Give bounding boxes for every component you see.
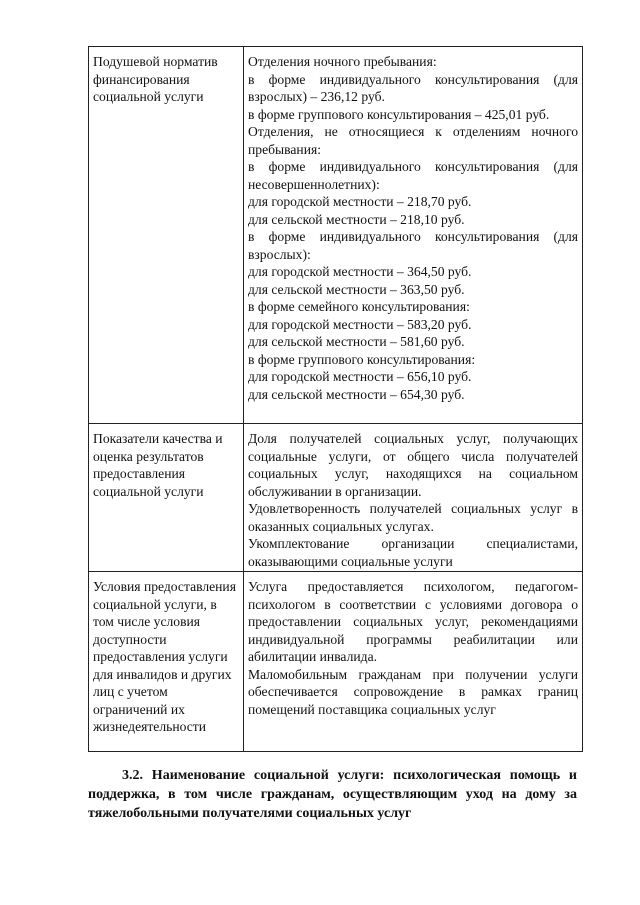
financing-line: для городской местности – 364,50 руб.	[248, 264, 472, 279]
table-row-quality	[89, 424, 583, 572]
row-content-financing	[244, 47, 583, 424]
financing-line: для городской местности – 218,70 руб.	[248, 194, 472, 209]
financing-line: для сельской местности – 654,30 руб.	[248, 386, 465, 402]
table-row-conditions	[89, 572, 583, 752]
section-heading: 3.2. Наименование социальной услуги: психологическая помощь и поддержка, в том числе гражданам, осуществляющим уход на дому за тяжелобольными получателями социальных услуг	[88, 768, 577, 821]
financing-line: в форме индивидуального консультирования (для несовершеннолетних):	[248, 159, 578, 192]
row-content-conditions	[244, 572, 583, 752]
service-table	[88, 46, 583, 752]
financing-line: для сельской местности – 581,60 руб.	[248, 334, 465, 349]
financing-line: для сельской местности – 363,50 руб.	[248, 281, 465, 297]
quality-indicator: Доля получателей социальных услуг, получающих социальные услуги, от общего числа получателей социальных услуг, находящихся на социальном обслуживании в организации.	[248, 431, 578, 499]
financing-line: Отделения ночного пребывания:	[248, 54, 437, 69]
financing-line: в форме индивидуального консультирования (для взрослых) – 236,12 руб.	[248, 71, 578, 104]
conditions-paragraph: Услуга предоставляется психологом, педагогом-психологом в соответствии с условиями договора о предоставлении социальных услуг, рекомендациями индивидуальной программы реабилитации или абилитации инвалида.	[248, 579, 578, 664]
row-label-financing: Подушевой норматив финансирования социальной услуги	[89, 47, 244, 424]
conditions-paragraph: Маломобильным гражданам при получении услуги обеспечивается сопровождение в рамках границ помещений поставщика социальных услуг	[248, 666, 578, 717]
financing-line: для городской местности – 583,20 руб.	[248, 316, 472, 332]
financing-line: для городской местности – 656,10 руб.	[248, 369, 472, 384]
row-label-quality: Показатели качества и оценка результатов предоставления социальной услуги	[89, 424, 244, 572]
quality-indicator: Укомплектование организации специалистами, оказывающими социальные услуги	[248, 536, 578, 569]
table-row-financing	[89, 47, 583, 424]
financing-line: для сельской местности – 218,10 руб.	[248, 211, 465, 227]
row-label-conditions: Условия предоставления социальной услуги, в том числе условия доступности предоставления услуги для инвалидов и других лиц с учетом ограничений их жизнедеятельности	[89, 572, 244, 752]
quality-indicator: Удовлетворенность получателей социальных услуг в оказанных социальных услугах.	[248, 501, 578, 534]
financing-line: в форме группового консультирования:	[248, 351, 476, 367]
financing-line: в форме группового консультирования – 425,01 руб.	[248, 106, 550, 122]
financing-line: в форме индивидуального консультирования (для взрослых):	[248, 229, 578, 262]
row-content-quality	[244, 424, 583, 572]
financing-line: Отделения, не относящиеся к отделениям ночного пребывания:	[248, 124, 578, 157]
financing-line: в форме семейного консультирования:	[248, 299, 470, 314]
